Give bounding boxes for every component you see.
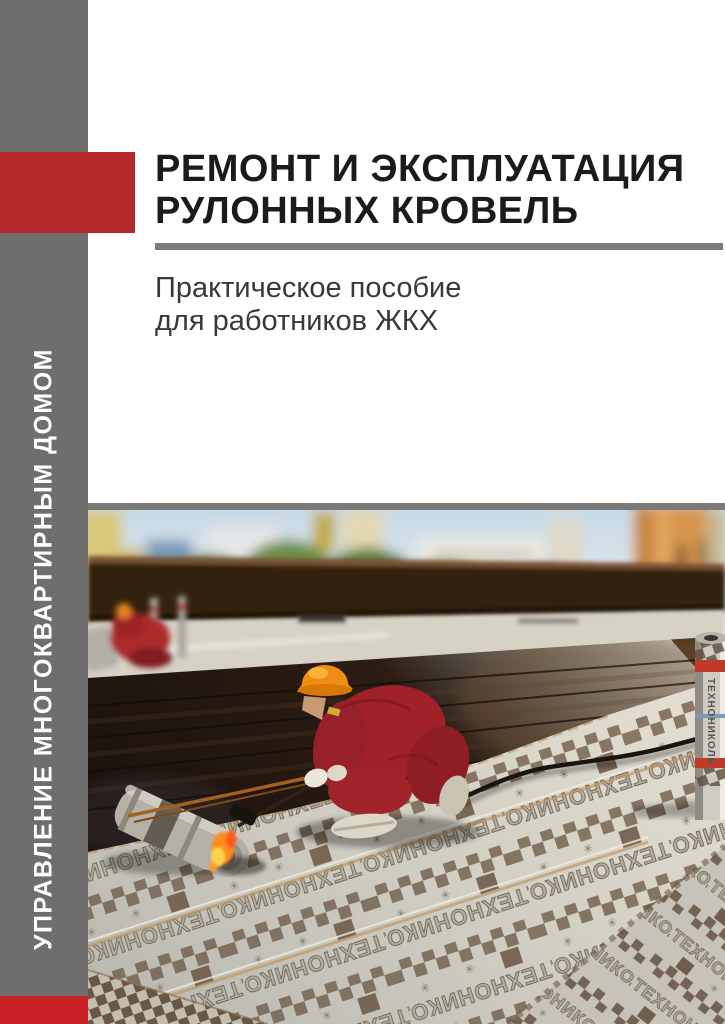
accent-red-footer [0,996,88,1024]
roll-brand-text: ТЕХНОНИКОЛЬ [705,678,716,766]
book-subtitle-line1: Практическое пособие [155,272,462,304]
spine-bar [0,0,88,996]
title-divider-rule [155,243,723,250]
spine-vertical-text: УПРАВЛЕНИЕ МНОГОКВАРТИРНЫМ ДОМОМ [29,348,58,950]
roof-photo-illustration [88,510,725,1024]
book-subtitle [155,272,461,338]
book-title-line1: РЕМОНТ И ЭКСПЛУАТАЦИЯ [155,148,685,190]
book-title-line2: РУЛОННЫХ КРОВЕЛЬ [155,190,579,232]
accent-red-block [0,152,135,233]
photo-top-rule [88,503,725,510]
cover-photo [88,510,725,1024]
book-title [155,148,685,232]
book-subtitle-line2: для работников ЖКХ [155,305,439,337]
